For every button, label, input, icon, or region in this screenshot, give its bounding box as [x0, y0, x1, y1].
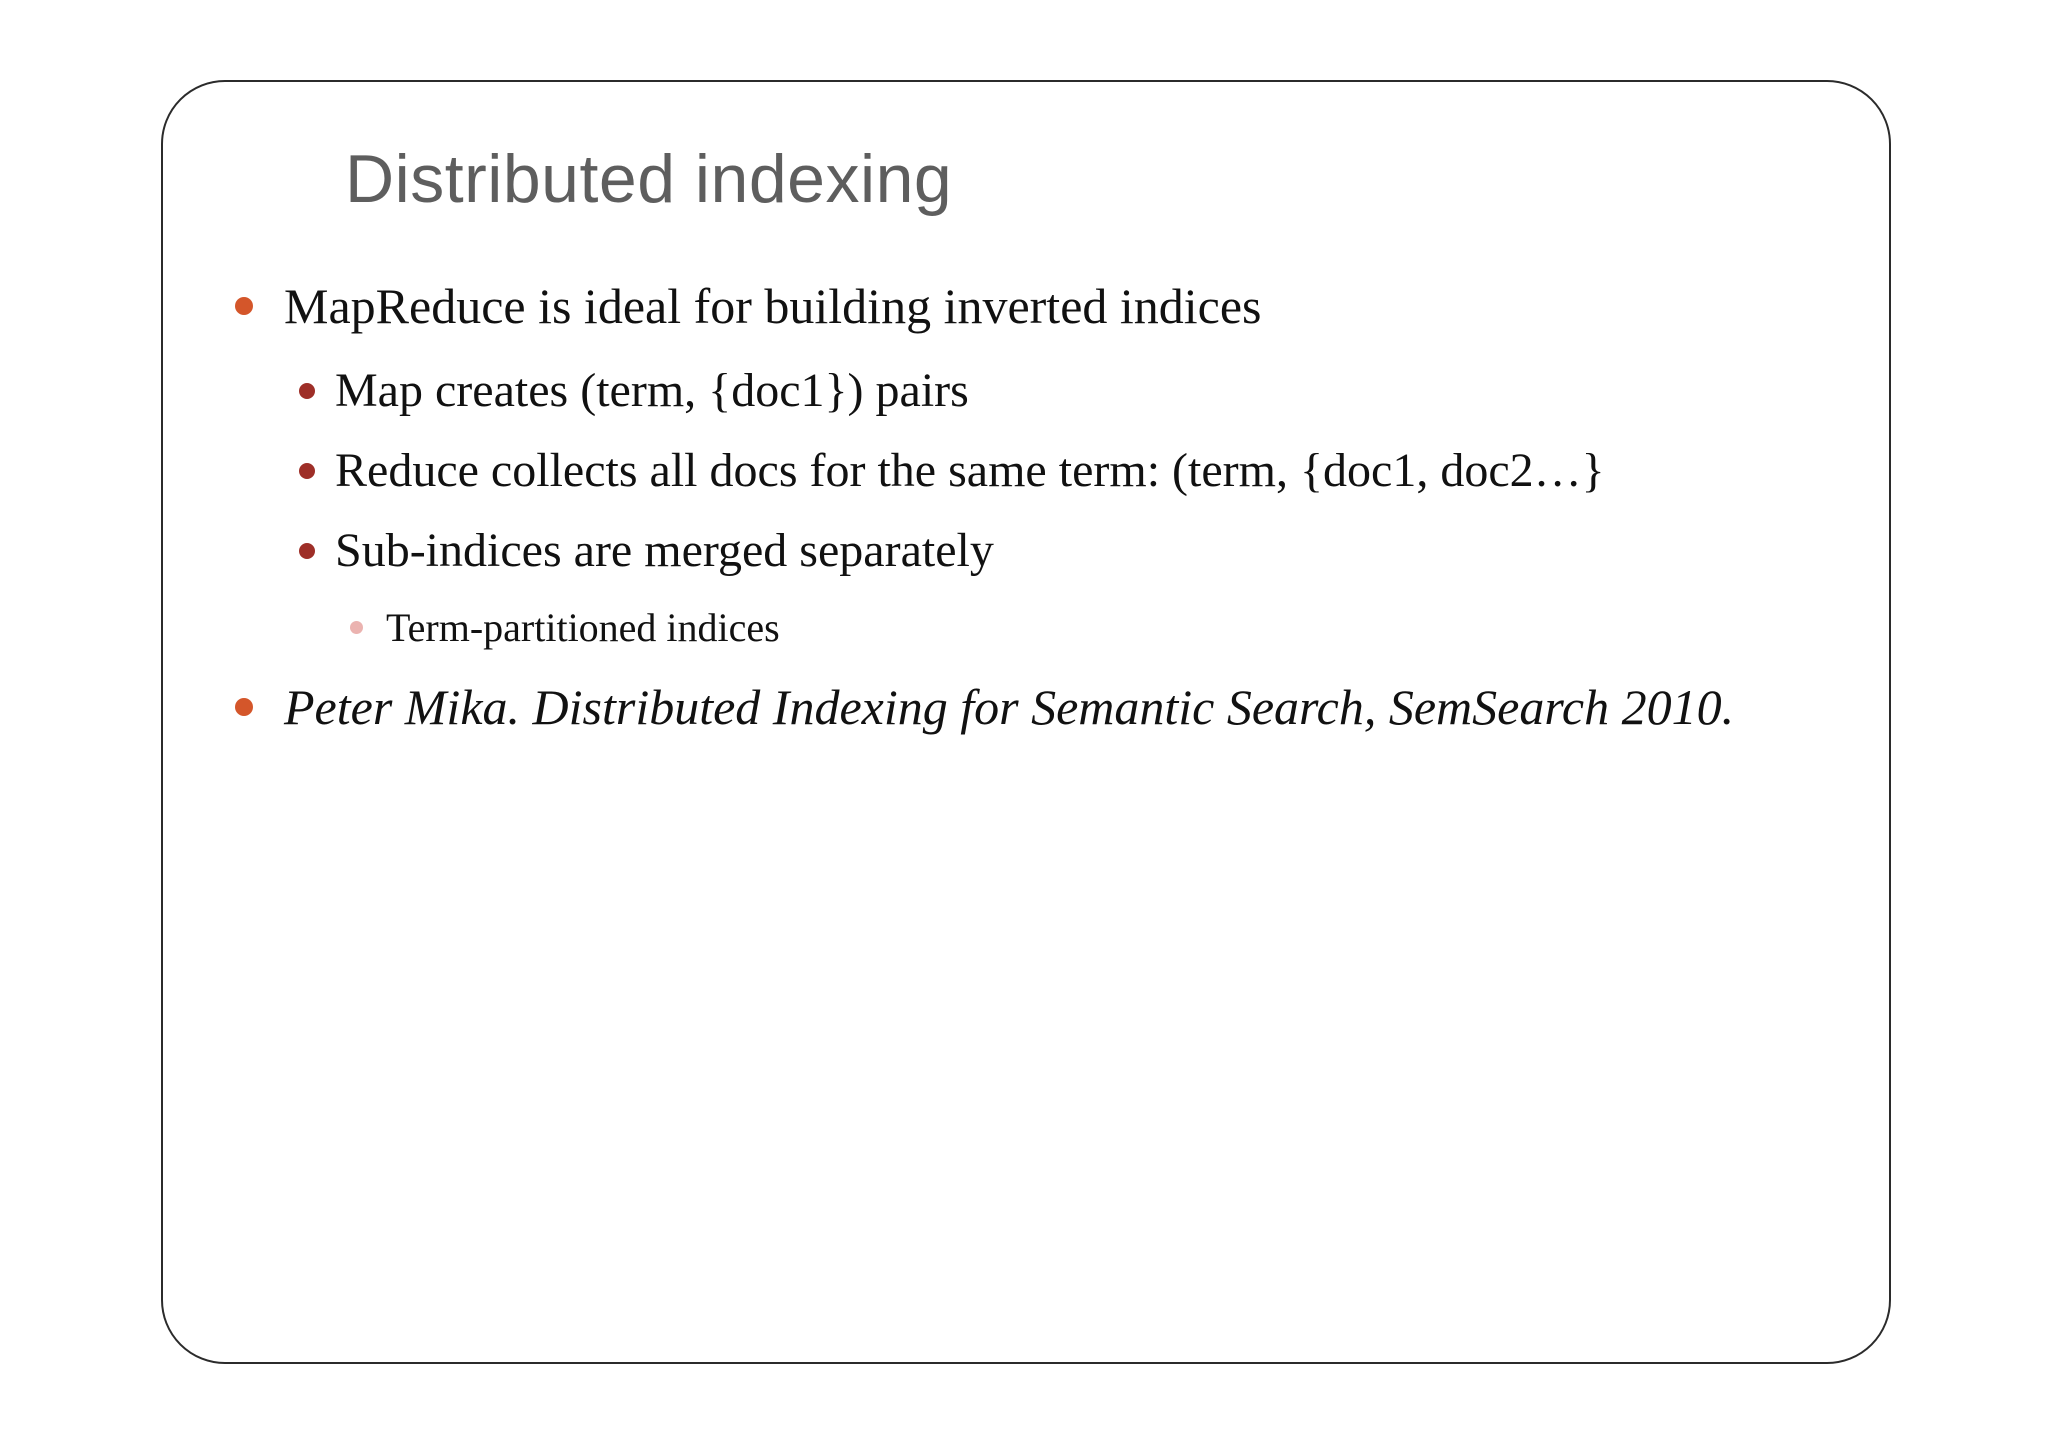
- bullet-item-reference: [235, 678, 1734, 736]
- slide-frame: [161, 80, 1891, 1364]
- bullet-item-reduce-collects: [299, 443, 1605, 498]
- bullet-item-mapreduce: [235, 277, 1262, 335]
- bullet-item-term-partitioned: [350, 604, 780, 651]
- bullet-text: Sub-indices are merged separately: [335, 524, 994, 577]
- bullet-dot-icon: [299, 383, 315, 399]
- bullet-item-map-creates: [299, 363, 969, 418]
- bullet-dot-icon: [299, 543, 315, 559]
- bullet-text: Reduce collects all docs for the same term: (term, {doc1, doc2…}: [335, 444, 1605, 497]
- bullet-dot-icon: [299, 463, 315, 479]
- bullet-item-sub-indices: [299, 523, 994, 578]
- bullet-dot-icon: [350, 621, 363, 634]
- bullet-dot-icon: [235, 698, 253, 716]
- slide-title: Distributed indexing: [345, 141, 953, 217]
- bullet-text: MapReduce is ideal for building inverted indices: [284, 278, 1262, 334]
- bullet-dot-icon: [235, 297, 253, 315]
- reference-citation: Peter Mika. Distributed Indexing for Semantic Search, SemSearch 2010.: [284, 679, 1735, 735]
- bullet-text: Map creates (term, {doc1}) pairs: [335, 364, 969, 417]
- bullet-text: Term-partitioned indices: [386, 605, 780, 650]
